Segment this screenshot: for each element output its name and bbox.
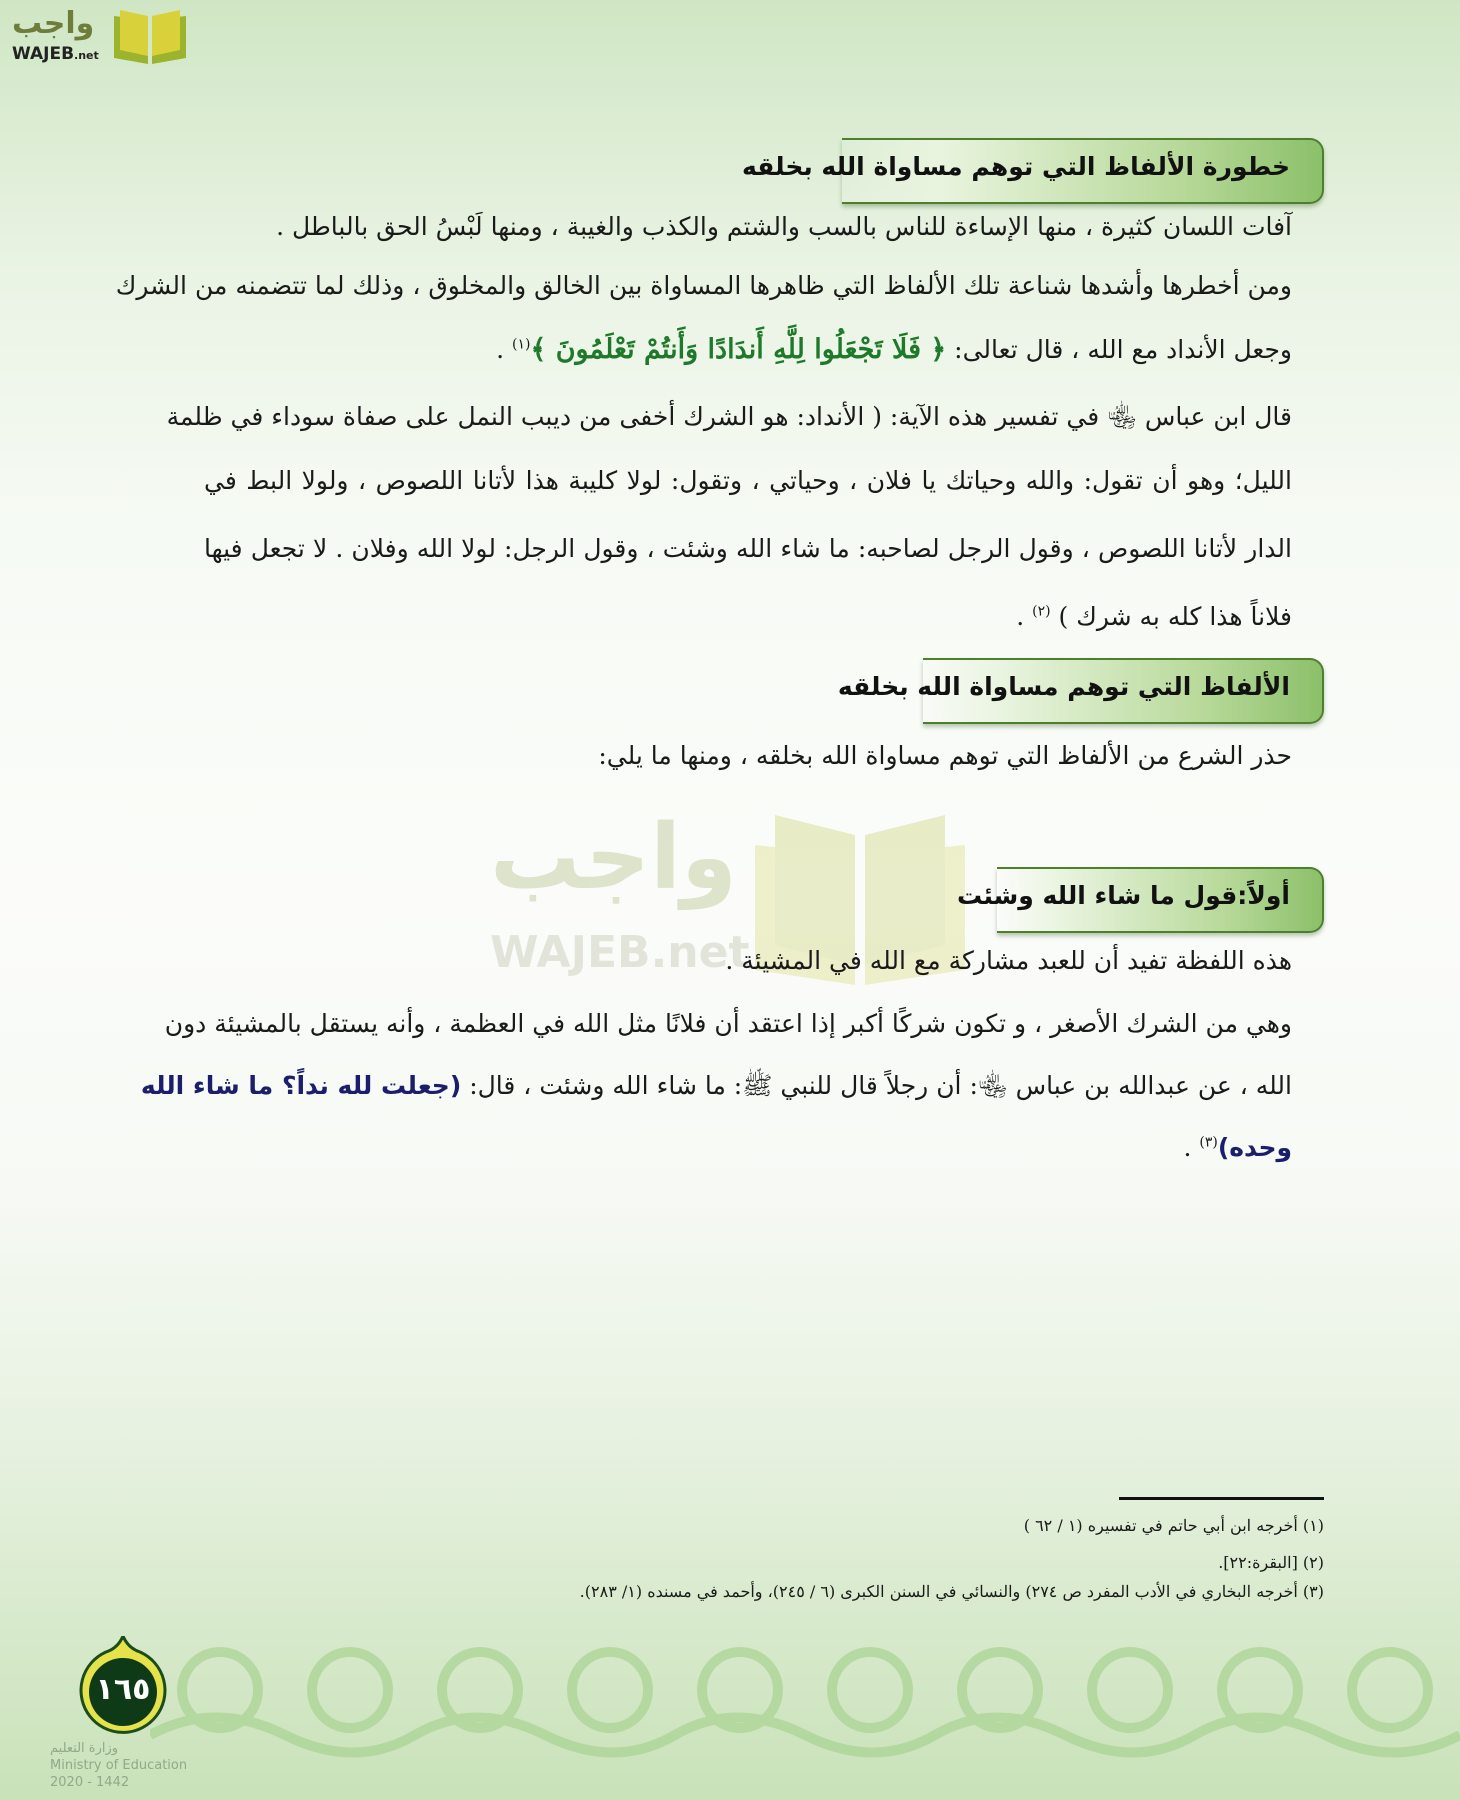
hadith-quote: (جعلت لله نداً؟ ما شاء الله	[140, 1071, 462, 1100]
footnote-ref[interactable]: (١)	[512, 336, 531, 353]
footnote: (١) أخرجه ابن أبي حاتم في تفسيره (١ / ٦٢ )	[1023, 1516, 1324, 1535]
decorative-border-ornament	[150, 1640, 1460, 1760]
hadith-quote: وحده)	[1217, 1133, 1292, 1162]
logo-latin: WAJEB.net	[12, 44, 99, 64]
paragraph-line: آفات اللسان كثيرة ، منها الإساءة للناس بالسب والشتم والكذب والغيبة ، ومنها لَبْسُ الحق بالباطل .	[276, 212, 1292, 241]
section-heading-first: أولاً:قول ما شاء الله وشئت	[997, 867, 1324, 933]
section-heading-words: الألفاظ التي توهم مساواة الله بخلقه	[923, 658, 1324, 724]
paragraph-line: الليل؛ وهو أن تقول: والله وحياتك يا فلان ، وحياتي ، وتقول: لولا كليبة هذا لأتانا اللصوص ، ولولا البط في	[204, 466, 1292, 495]
footnote-divider	[1119, 1497, 1324, 1500]
book-icon	[110, 6, 190, 66]
paragraph-line: هذه اللفظة تفيد أن للعبد مشاركة مع الله في المشيئة .	[725, 946, 1292, 975]
paragraph-line: الله ، عن عبدالله بن عباس ﵄: أن رجلاً قال للنبي ﷺ: ما شاء الله وشئت ، قال: (جعلت لله نداً؟ ما شاء الله	[140, 1071, 1292, 1100]
quran-verse: ﴿ فَلَا تَجْعَلُوا لِلَّهِ أَندَادًا وَأَنتُمْ تَعْلَمُونَ ﴾	[530, 334, 947, 365]
watermark: واجب WAJEB.net	[480, 815, 980, 985]
footnote-ref[interactable]: (٢)	[1032, 603, 1051, 620]
logo-arabic: واجب	[12, 6, 95, 41]
paragraph-line: وهي من الشرك الأصغر ، و تكون شركًا أكبر إذا اعتقد أن فلانًا مثل الله في العظمة ، وأنه يستقل بالمشيئة دون	[164, 1009, 1292, 1038]
page-number-badge	[78, 1636, 168, 1736]
paragraph-line-ayah: وجعل الأنداد مع الله ، قال تعالى: ﴿ فَلَا تَجْعَلُوا لِلَّهِ أَندَادًا وَأَنتُمْ تَعْلَمُونَ ﴾$^{(١)}$ .	[496, 334, 1292, 365]
page-number: ١٦٥	[95, 1672, 151, 1707]
paragraph-line: الدار لأتانا اللصوص ، وقول الرجل لصاحبه: ما شاء الله وشئت ، وقول الرجل: لولا الله وفلان . لا تجعل فيها	[204, 534, 1292, 563]
paragraph-line: ومن أخطرها وأشدها شناعة تلك الألفاظ التي ظاهرها المساواة بين الخالق والمخلوق ، وذلك لما تتضمنه من الشرك	[115, 271, 1292, 300]
paragraph-line: فلاناً هذا كله به شرك ) $^{(٢)}$ .	[1016, 602, 1292, 631]
footnote: (٣) أخرجه البخاري في الأدب المفرد ص ٢٧٤) والنسائي في السنن الكبرى (٦ / ٢٤٥)، وأحمد في مسنده (١/ ٢٨٣).	[579, 1582, 1324, 1601]
paragraph-line: حذر الشرع من الألفاظ التي توهم مساواة الله بخلقه ، ومنها ما يلي:	[598, 741, 1292, 770]
paragraph-line: قال ابن عباس ﵄ في تفسير هذه الآية: ( الأنداد: هو الشرك أخفى من ديبب النمل على صفاة سوداء في ظلمة	[166, 402, 1292, 431]
wajeb-logo[interactable]	[10, 6, 190, 68]
section-heading-danger: خطورة الألفاظ التي توهم مساواة الله بخلقه	[842, 138, 1324, 204]
paragraph-line: وحده)$^{(٣)}$ .	[1183, 1133, 1292, 1162]
footnote-ref[interactable]: (٣)	[1199, 1134, 1218, 1151]
ministry-logo: وزارة التعليم Ministry of Education 2020 - 1442	[50, 1741, 188, 1790]
footnote: (٢) [البقرة:٢٢].	[1218, 1553, 1324, 1572]
